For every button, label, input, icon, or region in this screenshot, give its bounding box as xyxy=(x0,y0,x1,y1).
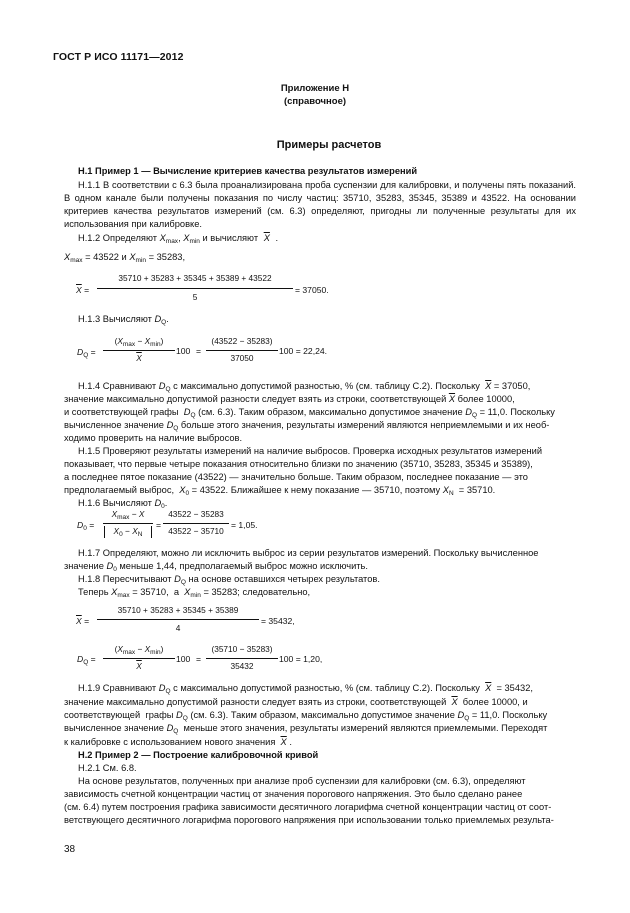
h2-body-line-1: На основе результатов, полученных при анализе проб суспензии для калибровки (см. 6.3), определяют xyxy=(78,776,526,786)
eq2-den-right: 37050 xyxy=(230,353,254,363)
h1-heading: Н.1 Пример 1 — Вычисление критериев качества результатов измерений xyxy=(78,166,418,176)
h16-line: Н.1.6 Вычисляют $D_0$. xyxy=(78,498,168,510)
eq5-mult-right: 100 = 1,20, xyxy=(279,654,323,664)
eq4-numerator: 35710 + 35283 + 35345 + 35389 xyxy=(117,605,239,615)
eq5-lhs: $D_Q$ = xyxy=(77,654,96,666)
appendix-title: Приложение Н xyxy=(280,83,350,94)
eq5-den-right: 35432 xyxy=(230,661,254,671)
page-number: 38 xyxy=(64,844,76,855)
eq5-numerator-left: $(X_{max} - X_{min})$ xyxy=(114,644,164,656)
eq3-abs-right xyxy=(151,526,152,538)
eq1-numerator: 35710 + 35283 + 35345 + 35389 + 43522 xyxy=(118,273,272,283)
eq5-den-left: $\overline{X}$ xyxy=(136,661,142,671)
eq4-denominator: 4 xyxy=(175,623,181,633)
h17-line-1: Н.1.7 Определяют, можно ли исключить выброс из серии результатов измерений. Поскольку вычисленное xyxy=(78,548,539,558)
h19-line-2: значение максимально допустимой разности следует взять из строки, соответствующей $\overline{X}$ более 10000, и xyxy=(64,697,528,707)
section-title: Примеры расчетов xyxy=(276,139,382,151)
h19-line-4: вычисленное значение $D_Q$ меньше этого значения, результаты измерений являются приемлемыми. Переходят xyxy=(64,723,548,735)
h2-heading: Н.2 Пример 2 — Построение калибровочной кривой xyxy=(78,750,319,760)
h13-line: Н.1.3 Вычисляют $D_Q$. xyxy=(78,314,169,326)
eq1-lhs: $\overline{X}$ = xyxy=(76,285,90,295)
h19-line-3: соответствующей графы $D_Q$ (см. 6.3). Таким образом, максимально допустимое значение $D_Q = 11,0$. Поскольку xyxy=(64,710,548,722)
eq3-bar-left xyxy=(103,523,153,524)
eq3-den-right: 43522 − 35710 xyxy=(168,526,224,536)
eq1-result: = 37050. xyxy=(295,285,329,295)
eq5-bar-right xyxy=(206,658,278,659)
eq5-numerator-right: (35710 − 35283) xyxy=(211,644,273,654)
xmin-val: = 35283, xyxy=(148,252,186,262)
standard-header: ГОСТ Р ИСО 11171—2012 xyxy=(53,51,184,63)
eq1-fraction-bar xyxy=(97,288,293,289)
h18-line-1: Н.1.8 Пересчитывают $D_Q$ на основе оставшихся четырех результатов. xyxy=(78,574,380,586)
eq4-lhs: $\overline{X}$ = xyxy=(76,616,90,626)
h17-line-2: значение $D_0$ меньше 1,44, предполагаемый выброс можно исключить. xyxy=(64,561,368,573)
h15-line-1: Н.1.5 Проверяют результаты измерений на наличие выбросов. Проверка исходных результатов измерений xyxy=(78,446,543,456)
eq3-bar-right xyxy=(163,523,229,524)
eq1-denominator: 5 xyxy=(192,292,198,302)
h21-line: Н.2.1 См. 6.8. xyxy=(78,763,137,773)
eq2-mult-right: 100 = 22,24. xyxy=(279,346,328,356)
appendix-note: (справочное) xyxy=(283,96,347,107)
h15-line-2: показывает, что первые четыре показания относительно близки по значению (35710, 35283, 35345 и 35389), xyxy=(64,459,533,469)
eq3-result: = 1,05. xyxy=(231,520,258,530)
h18-line-2: Теперь $X_{max} = 35710$, а $X_{min} = 35283$; следовательно, xyxy=(78,587,311,599)
eq4-result: = 35432, xyxy=(261,616,295,626)
h12-line: Н.1.2 Определяют $X_{max}$, $X_{min}$ и вычисляют $\overline{X}$ . xyxy=(78,233,279,245)
h15-line-3: а последнее пятое показание (43522) — значительно больше. Таким образом, последнее показание — это xyxy=(64,472,528,482)
h2-body-line-3: (см. 6.4) путем построения графика зависимости десятичного логарифма счетной концентрации частиц от соот- xyxy=(64,802,552,812)
h14-line-5: ходимо проверить на наличие выбросов. xyxy=(64,433,243,443)
paragraph-h11: Н.1.1 В соответствии с 6.3 была проанализирована проба суспензии для калибровки, и получены пять показаний. В одном канале были получены показания по числу частиц: 35710, 35283, 35345, 35389 и 43522. На основании критериев качества результатов измерений (см. 6.3) определяют, пригодны ли полученные результаты для их использования при калибровке. xyxy=(64,180,576,229)
eq2-bar-right xyxy=(206,350,278,351)
xmax-xmin-values: $X_{max} = 43522$ и $X_{min} = 35283$, xyxy=(64,252,186,264)
h14-line-4: вычисленное значение $D_Q$ больше этого значения, результаты измерений являются неприемлемыми и их необ- xyxy=(64,420,550,432)
eq3-num-left: $X_{max} - X$ xyxy=(111,509,145,521)
eq3-lhs: $D_0$ = xyxy=(77,520,95,532)
h12-lead: Н.1.2 Определяют xyxy=(78,233,157,243)
xmax-val: = 43522 и xyxy=(85,252,127,262)
h2-body-line-2: зависимость счетной концентрации частиц от значения порогового напряжения. Это было сделано ранее xyxy=(64,789,523,799)
eq5-bar-left xyxy=(103,658,175,659)
h15-line-4: предполагаемый выброс, $X_0 = 43522$. Ближайшее к нему показание — 35710, поэтому $X_N = 35710$. xyxy=(64,485,496,497)
eq2-numerator-left: $(X_{max} - X_{min})$ xyxy=(114,336,164,348)
eq2-mult-left: 100 xyxy=(176,346,191,356)
h19-line-1: Н.1.9 Сравнивают $D_Q$ с максимально допустимой разностью, % (см. таблицу С.2). Поскольку $\overline{X} = 35432$, xyxy=(78,683,533,695)
eq4-fraction-bar xyxy=(97,619,259,620)
eq2-den-left: $\overline{X}$ xyxy=(136,353,142,363)
h2-body-line-4: ветствующего десятичного логарифма порогового напряжения при использовании только приемлемых результа- xyxy=(64,815,554,825)
h14-line-3: и соответствующей графы $D_Q$ (см. 6.3). Таким образом, максимально допустимое значение $D_Q = 11,0$. Поскольку xyxy=(64,407,555,419)
eq3-eq: = xyxy=(156,520,162,530)
h14-line-1: Н.1.4 Сравнивают $D_Q$ с максимально допустимой разностью, % (см. таблицу С.2). Поскольку $\overline{X} = 37050$, xyxy=(78,381,531,393)
eq5-eq: = xyxy=(196,654,202,664)
eq3-den-left: $X_0 - X_N$ xyxy=(113,526,143,538)
h14-line-2: значение максимально допустимой разности следует взять из строки, соответствующей $\overline{X}$ более 10000, xyxy=(64,394,515,404)
eq3-num-right: 43522 − 35283 xyxy=(168,509,224,519)
eq2-lhs: $D_Q$ = xyxy=(77,347,96,359)
eq2-bar-left xyxy=(103,350,175,351)
eq2-numerator-right: (43522 − 35283) xyxy=(211,336,273,346)
eq5-mult-left: 100 xyxy=(176,654,191,664)
eq3-abs-left xyxy=(104,526,105,538)
eq2-eq: = xyxy=(196,346,202,356)
h19-line-5: к калибровке с использованием нового значения $\overline{X}$ . xyxy=(64,737,292,747)
h12-and: и вычисляют xyxy=(202,233,259,243)
